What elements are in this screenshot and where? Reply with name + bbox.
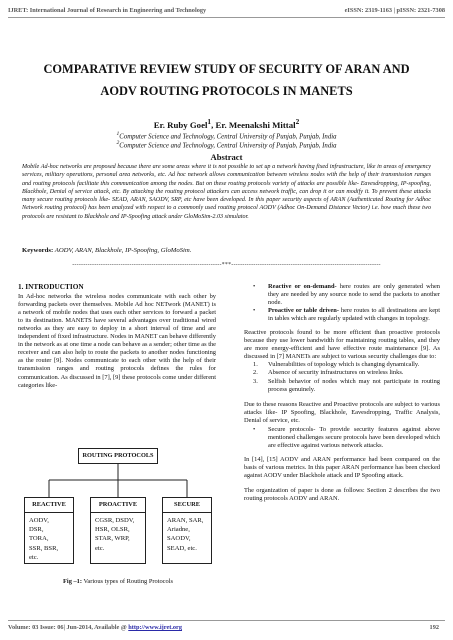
routing-protocols-figure [22,445,214,570]
protocol-type-list [244,283,440,323]
left-column [18,283,216,390]
affiliation-1-sup: 1 [116,131,120,137]
list-item-text: here routes are only generated when they are needed by any source node to send the packets to another node. [268,283,440,307]
footer-volume-text: Volume: 03 Issue: 06| Jun-2014, Available @ [8,624,129,631]
paragraph-gap [244,480,440,487]
paragraph-attacks: Due to these reasons Reactive and Proactive protocols are subject to various attacks like- IP Spoofing, Blackhole, Eavesdropping, Traffic Analysis, Denial of service, etc. [244,400,440,424]
reactive-box [24,497,74,564]
list-item-term: Reactive or on-demand- [268,283,337,290]
reactive-item: DSR, [29,526,44,534]
list-item [244,378,440,394]
author-2: Er. Meenakshi Mittal [215,119,296,130]
proactive-items [91,513,145,556]
secure-item: Ariadne, [167,526,190,534]
root-label: ROUTING PROTOCOLS [82,452,154,459]
paragraph-comparison: In [14], [15] AODV and ARAN performance had been compared on the basis of various metrics. In this paper ARAN performance has been checked against AODV under Blackhole attack and IP Spoofing attack. [244,455,440,479]
list-item [244,307,440,323]
list-item-text: here routes to all destinations are kept in tables which are regularly updated with changes in topology. [268,307,440,323]
list-item-text: Vulnerabilities of topology which is changing dynamically. [268,361,420,369]
list-item-text: Secure protocols- To provide security features against above mentioned challenges secure protocols have been developed which are effective against various network attacks. [268,425,440,449]
secure-box [162,497,212,564]
proactive-item: CGSR, DSDV, [95,517,135,524]
abstract-heading: Abstract [210,152,243,162]
list-item-text: Absence of security infrastructures on wireless links. [268,369,404,377]
list-item [244,369,440,377]
author-list [0,117,453,130]
affiliation-2-sup: 2 [116,140,120,146]
paragraph-reactive-efficiency: Reactive protocols found to be more efficient than proactive protocols because they use lower bandwidth for maintaining routing tables, and they are more energy-efficient and have effective route maintenance [9]. As discussed in [7] MANETs are subject to various security challenges due to: [244,329,440,361]
author-separator: , [211,119,216,130]
list-item [244,426,440,450]
secure-items [163,513,211,556]
reactive-item: SSR, BSR, [29,544,59,552]
list-number: 1. [253,361,258,369]
list-item [244,283,440,307]
journal-name: IJRET: International Journal of Research in Engineering and Technology [8,7,207,14]
figure-caption-text: Various types of Routing Protocols [82,578,173,585]
proactive-item: STAR, WRP, [95,535,130,543]
page-footer [8,624,439,631]
issn-text: eISSN: 2319-1163 | pISSN: 2321-7308 [344,7,445,14]
author-1-sup: 1 [207,117,212,126]
secure-protocol-list [244,426,440,450]
reactive-label: REACTIVE [25,498,73,513]
secure-label: SECURE [163,498,211,513]
affiliation-2-text: Computer Science and Technology, Central University of Punjab, Punjab, India [119,142,337,150]
reactive-items [25,513,73,565]
bullet-icon: • [253,307,256,315]
paragraph-organization: The organization of paper is done as follows: Section 2 describes the two routing protocols AODV and ARAN. [244,487,440,503]
challenges-list [244,361,440,393]
bullet-icon: • [253,283,256,290]
keywords-label: Keywords: [22,247,54,254]
root-box [78,448,158,464]
bullet-icon: • [253,425,256,433]
abstract-text: Mobile Ad-hoc networks are proposed because there are some areas where it is not possible to set up a network having fixed infrastructure, like in areas of emergency services, military operations, personal area networks, etc. Ad hoc network allows communication between wireless nodes with the help of their transmission ranges and routing protocols facilitate this communication among the nodes. But on these routing protocols variety of attacks are possible like- Eavesdropping, IP-spoofing, Blackhole, Denial of service attack, etc. By attacking the routing protocol attackers can access network traffic, can drop it or can modify it. To prevent these attacks many secure routing protocols like- SEAD, ARAN, SAODV, SRP, etc have been developed. In this paper security aspects of ARAN (Authenticated Routing for Adhoc Network routing protocol) has been analyzed with respect to a commonly used routing protocol AODV (Adhoc On-Demand Distance Vector) i.e. how much these two protocols are resistant to Blackhole and IP-Spoofing attack under GloMoSim-2.03 simulator. [22,164,431,220]
author-1: Er. Ruby Goel [153,119,208,130]
running-header [8,7,445,14]
page-number: 192 [429,624,439,631]
reactive-item: TORA, [29,535,49,543]
keywords [22,247,431,254]
title-line-2: AODV ROUTING PROTOCOLS IN MANETS [100,84,353,98]
reactive-item: AODV, [29,517,49,524]
list-item-term: Proactive or table driven- [268,307,339,315]
secure-item: ARAN, SAR, [167,517,204,524]
header-rule [8,17,445,18]
intro-heading: 1. INTRODUCTION [18,282,84,291]
proactive-item: etc. [95,544,105,552]
keywords-text: AODV, ARAN, Blackhole, IP-Spoofing, GloMoSim. [53,247,192,254]
reactive-item: etc. [29,553,39,561]
figure-caption [22,578,214,585]
list-number: 2. [253,369,258,377]
footer-rule [8,620,445,621]
proactive-label: PROACTIVE [91,498,145,513]
list-item-text: Selfish behavior of nodes which may not participate in routing process genuinely. [268,377,440,393]
affiliation-1 [0,131,453,140]
proactive-item: HSR, OLSR, [95,526,130,534]
list-number: 3. [253,377,258,385]
journal-link[interactable]: http://www.ijret.org [128,624,182,631]
section-separator: --------------------------------------------------------------------***-------------------------------------------------------------------- [72,262,381,268]
intro-paragraph: In Ad-hoc networks the wireless nodes communicate with each other by forwarding packets over themselves. Mobile Ad hoc NETwork (MANET) is a network of mobile nodes that uses each other services to forward a packet to its destination. MANETS have several advantages over traditional wired networks as they are easy to deploy in a short interval of time and are independent of fixed infrastructure. Nodes in MANET can behave differently in the network as at one time a node can behave as a sender; other time as the receiver and can also help to route the packets to another nodes functioning as the router [9]. Nodes communicate to each other with the help of their transmission ranges and routing protocols defines the rules for communication. As discussed in [7], [9] these protocols come under different categories like- [18,293,216,389]
affiliation-1-text: Computer Science and Technology, Central University of Punjab, Punjab, India [119,133,337,141]
author-2-sup: 2 [295,117,300,126]
figure-caption-label: Fig –1: [63,578,83,585]
affiliation-2 [0,140,453,149]
footer-volume [8,624,182,631]
right-column [244,283,440,503]
secure-item: SAODV, [167,535,191,543]
secure-item: SEAD, etc. [167,544,197,552]
list-item [244,361,440,369]
title-line-1: COMPARATIVE REVIEW STUDY OF SECURITY OF ARAN AND [43,62,410,76]
paper-title [30,58,423,102]
proactive-box [90,497,146,564]
